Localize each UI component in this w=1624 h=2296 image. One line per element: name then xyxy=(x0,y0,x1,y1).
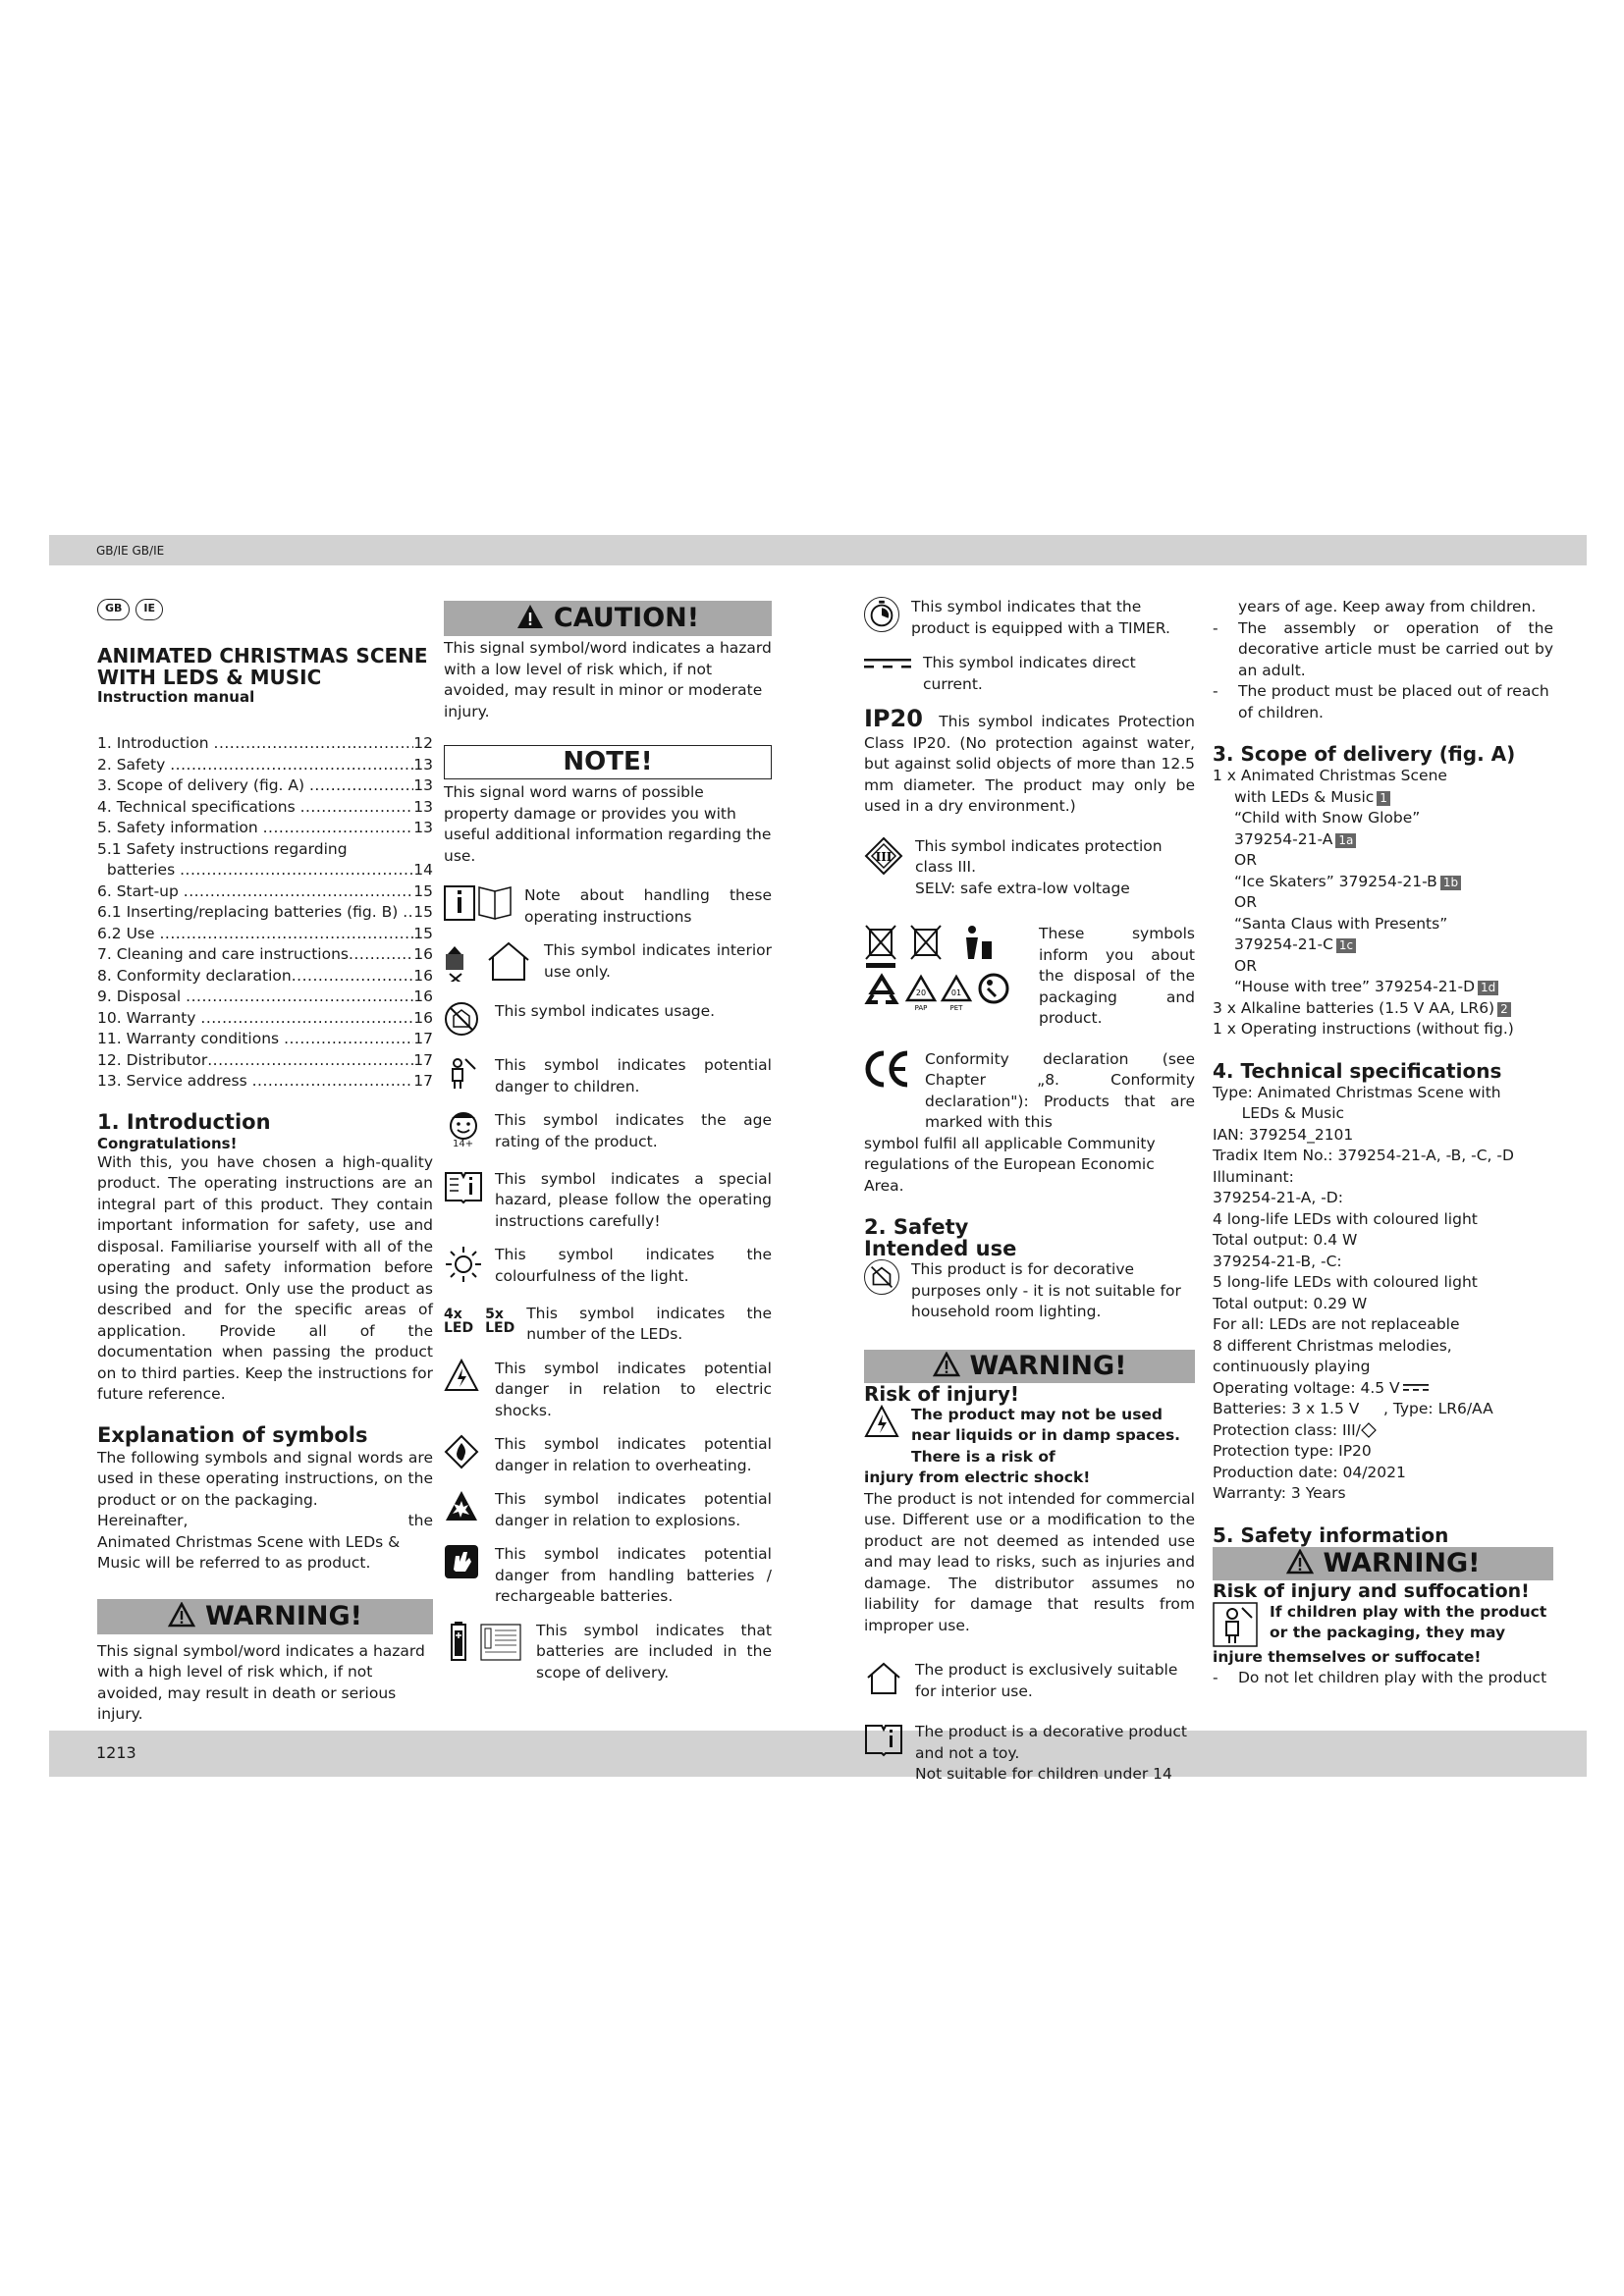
book-info-icon xyxy=(864,1722,903,1757)
symbol-description: This symbol indicates the colourfulness of the light. xyxy=(495,1246,772,1285)
symbol-row xyxy=(444,1304,772,1346)
toc-title: 6. Start-up xyxy=(97,881,184,900)
note-box xyxy=(444,745,772,779)
symbol-row xyxy=(444,1489,772,1531)
spec-text: 4 long-life LEDs with coloured light xyxy=(1213,1209,1478,1228)
symbol-description: This symbol indicates that batteries are included in the scope of delivery. xyxy=(536,1621,772,1682)
scope-line xyxy=(1213,914,1553,935)
symbol-row xyxy=(444,940,772,988)
special-hazard-icon xyxy=(444,1169,483,1211)
electric-risk-bold: The product may not be used near liquids or in damp spaces. There is a risk of xyxy=(911,1405,1181,1466)
spec-line xyxy=(1213,1103,1553,1125)
scope-text: 379254-21-C xyxy=(1234,935,1333,953)
referred-paragraph: Animated Christmas Scene with LEDs & Music will be referred to as product. xyxy=(97,1532,401,1572)
suffocation-row xyxy=(1213,1602,1553,1647)
hereinafter-text: Hereinafter, xyxy=(97,1512,189,1529)
toc-dots xyxy=(184,881,414,903)
warning-triangle-icon xyxy=(933,1352,960,1377)
symbol-row xyxy=(444,1359,772,1422)
toc-dots xyxy=(170,755,413,776)
toy-row xyxy=(864,1722,1195,1786)
spec-text: Production date: 04/2021 xyxy=(1213,1463,1406,1481)
age-rating-icon xyxy=(444,1110,483,1156)
toy-texts xyxy=(915,1722,1195,1786)
toc-title: 6.1 Inserting/replacing batteries (fig. B) xyxy=(97,903,404,921)
figure-number-badge: 2 xyxy=(1497,1002,1511,1017)
symbol-description: This symbol indicates potential danger in relation to electric shocks. xyxy=(495,1359,772,1419)
toc-page: 13 xyxy=(413,819,433,836)
age-limit-text: Not suitable for children under 14 xyxy=(915,1765,1172,1783)
country-badge-gb: GB xyxy=(97,599,130,620)
scope-line xyxy=(1213,1019,1553,1041)
protection-class-iii-icon xyxy=(1361,1422,1377,1438)
toc-title: 6.2 Use xyxy=(97,924,160,942)
toc-title: 1. Introduction xyxy=(97,734,214,752)
symbol-row xyxy=(444,1110,772,1156)
symbol-row xyxy=(444,1169,772,1233)
toc-page: 16 xyxy=(413,966,433,985)
spec-text: Warranty: 3 Years xyxy=(1213,1484,1346,1502)
spec-text: 379254-21-B, -C: xyxy=(1213,1252,1342,1270)
toc-entry[interactable] xyxy=(97,733,433,755)
usage-icon xyxy=(864,1259,899,1295)
pet-recycle-icon xyxy=(943,977,970,1012)
spec-text: Illuminant: xyxy=(1213,1167,1294,1186)
scope-text: OR xyxy=(1234,956,1257,975)
trash-person-icon xyxy=(966,926,992,959)
ip20-paragraph xyxy=(864,705,1195,818)
toc-page: 15 xyxy=(413,881,433,900)
toc-title: 2. Safety xyxy=(97,755,171,774)
spec-text: Type: Animated Christmas Scene with xyxy=(1213,1083,1501,1101)
toc-dots xyxy=(207,1050,413,1072)
spec-line xyxy=(1213,1441,1553,1463)
technical-specs-list xyxy=(1213,1083,1553,1505)
warning-box-suffocation xyxy=(1213,1547,1553,1580)
scope-text: “House with tree” 379254-21-D xyxy=(1234,978,1476,995)
column-4 xyxy=(1213,597,1553,1689)
pap-recycle-icon xyxy=(907,977,935,1012)
toc-title: batteries xyxy=(97,861,181,879)
symbol-row xyxy=(444,1001,772,1043)
symbol-description: This symbol indicates the number of the LEDs. xyxy=(526,1304,772,1343)
toc-dots xyxy=(186,987,413,1008)
spec-text: For all: LEDs are not replaceable xyxy=(1213,1315,1460,1333)
figure-number-badge: 1c xyxy=(1336,938,1356,953)
toc-title: 11. Warranty conditions xyxy=(97,1030,285,1047)
bullet-item: - The product must be placed out of reach of children. xyxy=(1213,681,1553,723)
scope-text: OR xyxy=(1234,893,1257,911)
symbol-row xyxy=(444,1544,772,1608)
caution-label: CAUTION! xyxy=(553,603,700,633)
crossed-bin-icon-2 xyxy=(911,926,941,959)
warning-box-safety xyxy=(864,1350,1195,1383)
spec-text: 8 different Christmas melodies, continuously playing xyxy=(1213,1336,1457,1375)
scope-line xyxy=(1213,934,1553,956)
overheating-icon xyxy=(444,1434,483,1476)
spec-text: IAN: 379254_2101 xyxy=(1213,1125,1354,1144)
caution-description: This signal symbol/word indicates a hazard with a low level of risk which, if not avoided, may result in minor or moderate injury. xyxy=(444,639,772,721)
spec-line xyxy=(1213,1336,1553,1378)
symbol-description: This symbol indicates usage. xyxy=(495,1001,716,1020)
country-badges xyxy=(97,599,433,620)
crossed-bin-icon xyxy=(866,926,895,968)
toc-dots xyxy=(159,924,413,945)
scope-line xyxy=(1213,892,1553,914)
recycle-label-pap: PAP xyxy=(914,1004,928,1012)
toy-text: The product is a decorative product and not a toy. xyxy=(915,1723,1187,1762)
spec-text: Protection type: IP20 xyxy=(1213,1442,1372,1460)
scope-of-delivery-list xyxy=(1213,766,1553,1041)
ce-mark-icon xyxy=(864,1049,911,1089)
timer-symbol-row xyxy=(864,597,1195,639)
page-number: 1213 xyxy=(96,1743,136,1762)
recycle-code-20: 20 xyxy=(915,988,927,997)
column-3 xyxy=(864,597,1195,1786)
symbol-row xyxy=(444,1434,772,1476)
toc-title: 5.1 Safety instructions regarding xyxy=(97,839,348,858)
led-4x-label: 4x xyxy=(444,1306,462,1322)
figure-number-badge: 1d xyxy=(1478,981,1498,995)
toc-entry[interactable] xyxy=(97,902,433,924)
title-line-2: WITH LEDS & MUSIC xyxy=(97,666,322,689)
recycle-icon xyxy=(868,977,895,1002)
symbol-description: This symbol indicates potential danger in relation to explosions. xyxy=(495,1490,772,1529)
toc-entry[interactable] xyxy=(97,881,433,903)
intro-paragraph: With this, you have chosen a high-quality product. The operating instructions are an integral part of this product. They contain important information for safety, use and disposal. Familiarise yourself with all of the operating and safety information before using the product. Only use the product as described and for the specific areas of application. Provide all of the documentation when passing the product on to third parties. Keep the instructions for future reference. xyxy=(97,1152,433,1403)
congratulations-heading: Congratulations! xyxy=(97,1134,238,1152)
toc-entry[interactable] xyxy=(97,818,433,839)
the-text: the xyxy=(407,1512,433,1529)
spec-text: Tradix Item No.: 379254-21-A, -B, -C, -D xyxy=(1213,1147,1514,1164)
child-danger-icon xyxy=(444,1055,483,1097)
toc-dots xyxy=(300,797,414,819)
scope-text: “Santa Claus with Presents” xyxy=(1234,914,1448,933)
spec-line xyxy=(1213,1188,1553,1209)
continued-text: years of age. Keep away from children. xyxy=(1238,598,1537,615)
toc-dots xyxy=(309,775,413,797)
electric-shock-icon xyxy=(444,1359,483,1399)
protection-class-row xyxy=(864,836,1195,900)
note-label: NOTE! xyxy=(563,747,653,776)
toc-page: 14 xyxy=(413,861,433,879)
warning-description: This signal symbol/word indicates a hazard with a high level of risk which, if not avoided, may result in death or serious injury. xyxy=(97,1641,425,1723)
spec-line xyxy=(1213,1252,1553,1273)
recycle-code-01: 01 xyxy=(950,988,962,997)
spec-text: Batteries: 3 x 1.5 V , Type: LR6/AA xyxy=(1213,1400,1493,1417)
spec-text: Total output: 0.4 W xyxy=(1213,1231,1358,1249)
toc-page: 16 xyxy=(413,1008,433,1027)
light-icon xyxy=(444,1245,483,1291)
led-count-icon xyxy=(444,1304,514,1335)
toc-entry[interactable] xyxy=(97,966,433,988)
toc-title: 3. Scope of delivery (fig. A) xyxy=(97,776,309,794)
toc-entry[interactable] xyxy=(97,924,433,945)
spec-line xyxy=(1213,1294,1553,1315)
spec-line xyxy=(1213,1399,1553,1420)
toc-entry[interactable] xyxy=(97,860,433,881)
toc-dots xyxy=(284,1029,413,1050)
symbol-row xyxy=(444,1245,772,1291)
scope-text: “Child with Snow Globe” xyxy=(1234,809,1421,827)
intended-use-row xyxy=(864,1259,1195,1323)
toc-dots xyxy=(403,902,413,924)
spec-line xyxy=(1213,1125,1553,1147)
section-heading-scope: 3. Scope of delivery (fig. A) xyxy=(1213,742,1516,766)
timer-icon xyxy=(864,597,899,632)
suffocation-bold-text xyxy=(1270,1602,1546,1644)
electric-shock-icon xyxy=(864,1405,899,1438)
disposal-text: These symbols inform you about the disposal of the packaging and product. xyxy=(1039,925,1195,1027)
scope-line xyxy=(1213,998,1553,1020)
warning-label: WARNING! xyxy=(205,1600,362,1631)
risk-paragraph: The product is not intended for commercial use. Different use or a modification to the product are not deemed as intended use and may lead to risks, such as injuries and damage. The distributor assumes no liability for damage that results from improper use. xyxy=(864,1489,1195,1634)
toc-entry[interactable] xyxy=(97,1029,433,1050)
led-word: LED xyxy=(485,1319,515,1336)
warning-triangle-icon xyxy=(168,1602,195,1628)
toc-title: 10. Warranty xyxy=(97,1008,201,1027)
spec-line xyxy=(1213,1420,1553,1442)
toc-page: 13 xyxy=(413,755,433,774)
warning-box xyxy=(97,1599,433,1634)
toc-page: 12 xyxy=(413,734,433,752)
caution-box xyxy=(444,601,772,636)
interior-text: The product is exclusively suitable for interior use. xyxy=(915,1661,1178,1700)
spec-text: LEDs & Music xyxy=(1213,1104,1345,1122)
spec-line xyxy=(1213,1083,1553,1104)
timer-text: This symbol indicates that the product is equipped with a TIMER. xyxy=(911,598,1170,637)
scope-text: with LEDs & Music xyxy=(1234,787,1375,806)
ce-text-2: symbol fulfil all applicable Community regulations of the European Economic Area. xyxy=(864,1134,1156,1195)
bullet-text: Do not let children play with the product xyxy=(1238,1669,1547,1686)
warning-triangle-icon xyxy=(1286,1549,1314,1575)
suffocation-bold-1: If children play with the product xyxy=(1270,1602,1547,1621)
table-of-contents xyxy=(97,733,433,1093)
bullet-item: - Do not let children play with the product xyxy=(1213,1668,1553,1689)
symbol-list xyxy=(444,885,772,1683)
spec-text: Operating voltage: 4.5 V xyxy=(1213,1378,1400,1397)
toc-title: 7. Cleaning and care instructions xyxy=(97,945,349,963)
toc-dots xyxy=(263,818,414,839)
header-label: GB/IE GB/IE xyxy=(96,544,165,558)
bullet-text: The assembly or operation of the decorative article must be carried out by an adult. xyxy=(1238,618,1553,679)
symbol-description: This symbol indicates potential danger from handling batteries / rechargeable batteries. xyxy=(495,1545,772,1605)
bullet-text: The product must be placed out of reach of children. xyxy=(1238,682,1549,721)
toc-page: 16 xyxy=(413,988,433,1005)
bullet-item: - The assembly or operation of the decorative article must be carried out by an adult. xyxy=(1213,618,1553,682)
page-footer-bar xyxy=(49,1731,1587,1777)
selv-text: SELV: safe extra-low voltage xyxy=(915,879,1130,897)
column-2 xyxy=(444,597,772,1696)
intended-use-heading: Intended use xyxy=(864,1237,1017,1260)
tidyman-icon xyxy=(980,975,1007,1002)
toc-title: 5. Safety information xyxy=(97,819,263,836)
spec-line xyxy=(1213,1230,1553,1252)
toc-title: 13. Service address xyxy=(97,1072,252,1090)
column-1 xyxy=(97,597,433,1726)
scope-text: 1 x Animated Christmas Scene xyxy=(1213,767,1447,784)
document-subtitle: Instruction manual xyxy=(97,688,255,706)
scope-text: OR xyxy=(1234,851,1257,869)
toc-page: 13 xyxy=(413,776,433,794)
symbol-description: This symbol indicates interior use only. xyxy=(544,941,772,981)
section-heading-safety-information: 5. Safety information xyxy=(1213,1522,1449,1547)
toc-page: 15 xyxy=(413,903,433,921)
child-danger-icon xyxy=(1213,1602,1258,1647)
spec-line xyxy=(1213,1167,1553,1189)
toc-dots xyxy=(200,1008,413,1030)
toc-entry[interactable] xyxy=(97,775,433,797)
scope-text: “Ice Skaters” 379254-21-B xyxy=(1234,872,1437,890)
scope-line xyxy=(1213,872,1553,893)
ce-text-1: Conformity declaration (see Chapter „8. Conformity declaration"): Products that are marked with this xyxy=(925,1049,1195,1131)
recycle-label-pet: PET xyxy=(949,1004,963,1012)
protection-class-iii-icon xyxy=(864,836,903,876)
book-icon xyxy=(444,885,513,928)
spec-text: 379254-21-A, -D: xyxy=(1213,1189,1343,1206)
dc-symbol-row xyxy=(864,653,1195,695)
toc-page: 17 xyxy=(413,1030,433,1047)
toc-title: 9. Disposal xyxy=(97,988,187,1005)
house-icon xyxy=(864,1660,903,1695)
scope-line xyxy=(1213,787,1553,809)
toc-dots xyxy=(180,860,413,881)
figure-number-badge: 1b xyxy=(1440,876,1461,890)
suffocation-heading: Risk of injury and suffocation! xyxy=(1213,1579,1530,1602)
hereinafter-line xyxy=(97,1511,433,1532)
scope-line xyxy=(1213,956,1553,978)
protection-class-texts xyxy=(915,836,1195,900)
ce-row xyxy=(864,1049,1195,1134)
symbol-row xyxy=(444,1621,772,1684)
spec-line xyxy=(1213,1483,1553,1505)
toc-entry[interactable] xyxy=(97,987,433,1008)
toc-page: 17 xyxy=(413,1050,433,1069)
scope-line xyxy=(1213,850,1553,872)
scope-line xyxy=(1213,808,1553,829)
symbol-row xyxy=(444,885,772,928)
svg-text:III: III xyxy=(875,849,893,864)
symbol-description: Note about handling these operating instructions xyxy=(524,886,772,926)
batteries-included-icon xyxy=(444,1621,524,1671)
disposal-icons xyxy=(864,924,1031,1012)
toc-page: 17 xyxy=(413,1072,433,1090)
symbol-row xyxy=(444,1055,772,1097)
toc-page: 13 xyxy=(413,797,433,816)
direct-current-text: This symbol indicates direct current. xyxy=(923,654,1136,693)
title-line-1: ANIMATED CHRISTMAS SCENE xyxy=(97,644,428,667)
suffocation-bold-3: injure themselves or suffocate! xyxy=(1213,1647,1482,1666)
toc-entry[interactable] xyxy=(97,755,433,776)
spec-text: Protection class: III/ xyxy=(1213,1420,1361,1439)
ip20-text: This symbol indicates Protection Class IP20. (No protection against water, but against solid objects of more than 12.5 mm diameter. The product may only be used in a dry environment.) xyxy=(864,713,1195,815)
toc-page: 15 xyxy=(413,924,433,942)
scope-text: 1 x Operating instructions (without fig.) xyxy=(1213,1020,1514,1038)
toc-entry[interactable] xyxy=(97,1050,433,1072)
spec-line xyxy=(1213,1146,1553,1167)
toc-entry[interactable] xyxy=(97,797,433,819)
house-icon xyxy=(444,940,532,988)
section-heading-safety: 2. Safety xyxy=(864,1215,969,1239)
toc-entry[interactable] xyxy=(97,944,433,966)
country-badge-ie: IE xyxy=(135,599,163,620)
risk-of-injury-heading: Risk of injury! xyxy=(864,1381,1020,1406)
toc-title: 4. Technical specifications xyxy=(97,797,300,816)
symbols-paragraph: The following symbols and signal words are used in these operating instructions, on the product or on the packaging. xyxy=(97,1448,433,1509)
figure-number-badge: 1a xyxy=(1335,833,1356,848)
toc-dots xyxy=(349,944,413,966)
page-header-bar xyxy=(49,535,1587,565)
scope-line xyxy=(1213,766,1553,787)
led-word: LED xyxy=(444,1319,474,1336)
scope-line xyxy=(1213,829,1553,851)
document-title xyxy=(97,645,433,688)
disposal-row xyxy=(864,924,1195,1030)
protection-class-text: This symbol indicates protection class III. xyxy=(915,836,1163,876)
toc-title: 12. Distributor xyxy=(97,1050,208,1069)
note-description: This signal word warns of possible property damage or provides you with useful additional information regarding the use. xyxy=(444,783,772,865)
symbol-description: This symbol indicates the age rating of the product. xyxy=(495,1111,772,1150)
usage-icon xyxy=(444,1001,483,1043)
spec-line xyxy=(1213,1463,1553,1484)
toc-entry[interactable] xyxy=(97,839,433,861)
toc-entry[interactable] xyxy=(97,1071,433,1093)
spec-text: Total output: 0.29 W xyxy=(1213,1294,1368,1312)
symbol-description: This symbol indicates potential danger to children. xyxy=(495,1056,772,1095)
age-badge: 14+ xyxy=(453,1139,474,1149)
toc-title: 8. Conformity declaration xyxy=(97,966,292,985)
toc-dots xyxy=(252,1071,414,1093)
warning-label: WARNING! xyxy=(969,1350,1127,1381)
toc-dots xyxy=(292,966,414,988)
ip20-label: IP20 xyxy=(864,705,923,732)
scope-text: 379254-21-A xyxy=(1234,829,1333,848)
toc-dots xyxy=(214,733,414,755)
battery-handling-icon xyxy=(444,1544,483,1586)
spec-text: 5 long-life LEDs with coloured light xyxy=(1213,1273,1478,1291)
symbol-description: This symbol indicates potential danger in relation to overheating. xyxy=(495,1435,772,1474)
caution-triangle-icon xyxy=(516,604,544,629)
toc-page: 16 xyxy=(413,945,433,963)
intended-use-text: This product is for decorative purposes only - it is not suitable for household room lighting. xyxy=(911,1260,1181,1320)
suffocation-bold-2: or the packaging, they may xyxy=(1270,1624,1506,1641)
section-heading-technical: 4. Technical specifications xyxy=(1213,1058,1502,1083)
scope-line xyxy=(1213,977,1553,998)
direct-current-icon xyxy=(864,657,911,670)
spec-line xyxy=(1213,1314,1553,1336)
electric-risk-row xyxy=(864,1405,1195,1468)
electric-risk-bold-2: injury from electric shock! xyxy=(864,1468,1091,1486)
section-heading-introduction: 1. Introduction xyxy=(97,1109,271,1134)
section-heading-symbols: Explanation of symbols xyxy=(97,1422,368,1447)
spec-line xyxy=(1213,1378,1553,1400)
led-5x-label: 5x xyxy=(485,1306,504,1322)
direct-current-icon xyxy=(1403,1383,1429,1393)
explosion-icon xyxy=(444,1489,483,1529)
scope-text: 3 x Alkaline batteries (1.5 V AA, LR6) xyxy=(1213,998,1495,1017)
warning-label: WARNING! xyxy=(1323,1547,1481,1578)
interior-row xyxy=(864,1660,1195,1702)
toc-entry[interactable] xyxy=(97,1008,433,1030)
symbol-description: This symbol indicates a special hazard, please follow the operating instructions carefully! xyxy=(495,1169,772,1230)
spec-line xyxy=(1213,1209,1553,1231)
spec-line xyxy=(1213,1272,1553,1294)
figure-number-badge: 1 xyxy=(1377,791,1390,806)
